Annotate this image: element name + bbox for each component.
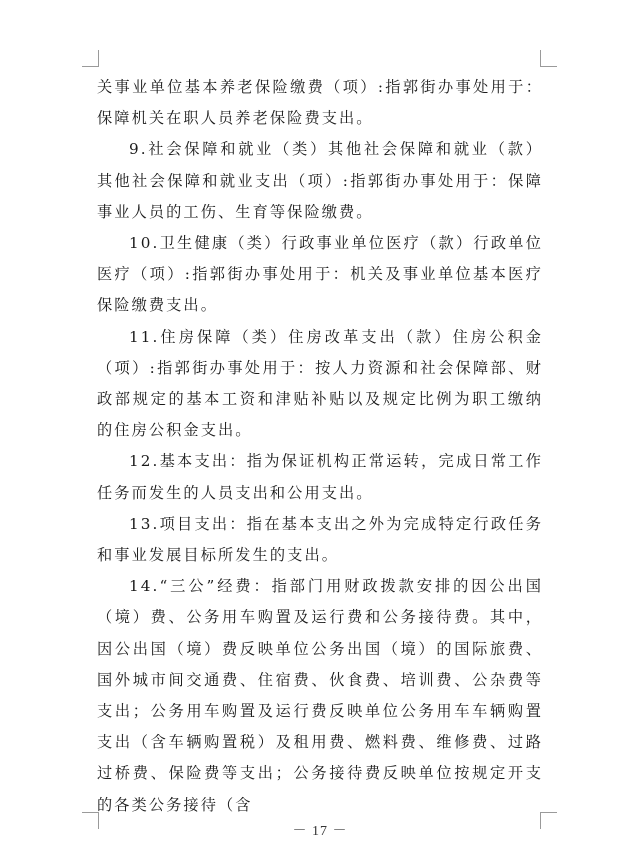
paragraph-item-10: 10.卫生健康（类）行政事业单位医疗（款）行政单位医疗（项）:指郭街办事处用于：机关及事业单位基本医疗保险缴费支出。 [97,234,543,315]
paragraph-item-11: 11.住房保障（类）住房改革支出（款）住房公积金（项）:指郭街办事处用于：按人力资源和社会保障部、财政部规定的基本工资和津贴补贴以及规定比例为职工缴纳的住房公积金支出。 [97,327,543,440]
paragraph-item-12: 12.基本支出：指为保证机构正常运转，完成日常工作任务而发生的人员支出和公用支出。 [97,452,543,502]
crop-mark-top-left [82,50,99,67]
page-number: － 17 － [292,824,348,839]
paragraph-continuation: 关事业单位基本养老保险缴费（项）:指郭街办事处用于：保障机关在职人员养老保险费支出。 [97,78,543,128]
crop-mark-top-right [540,50,557,67]
paragraph-item-13: 13.项目支出：指在基本支出之外为完成特定行政任务和事业发展目标所发生的支出。 [97,514,543,565]
paragraph-item-9: 9.社会保障和就业（类）其他社会保障和就业（款）其他社会保障和就业支出（项）:指郭街办事处用于：保障事业人员的工伤、生育等保险缴费。 [97,140,543,221]
document-body [97,72,543,821]
paragraph-item-14: 14.“三公”经费：指部门用财政拨款安排的因公出国（境）费、公务用车购置及运行费和公务接待费。其中，因公出国（境）费反映单位公务出国（境）的国际旅费、国外城市间交通费、住宿费、伙食费、培训费、公杂费等支出；公务用车购置及运行费反映单位公务用车车辆购置支出（含车辆购置税）及租用费、燃料费、维修费、过路过桥费、保险费等支出；公务接待费反映单位按规定开支的各类公务接待（含 [97,577,543,814]
